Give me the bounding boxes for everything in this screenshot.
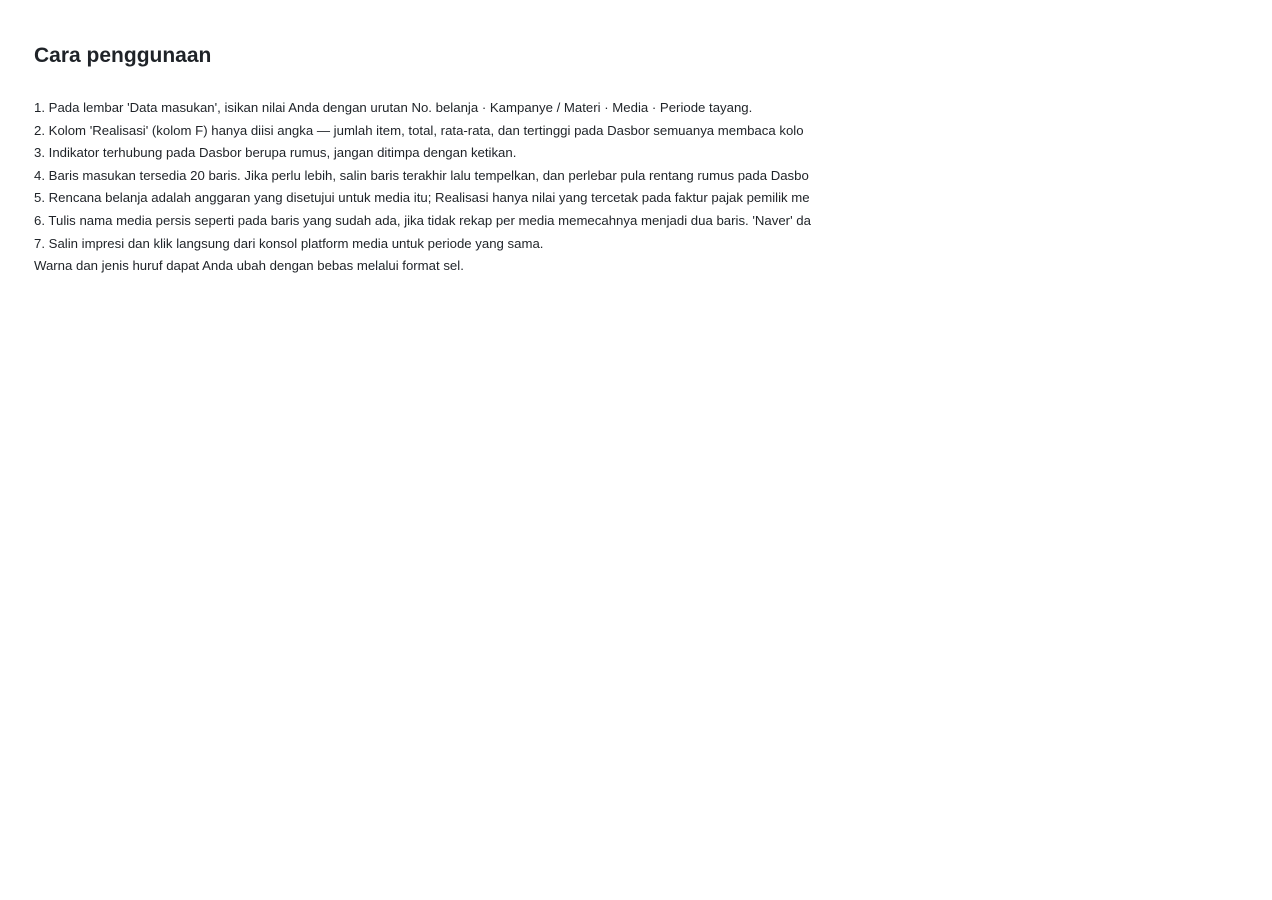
instruction-step-2: 2. Kolom 'Realisasi' (kolom F) hanya diisi angka — jumlah item, total, rata-rata, dan tertinggi pada Dasbor semuanya membaca kolo: [34, 122, 804, 138]
instruction-step-3: 3. Indikator terhubung pada Dasbor berupa rumus, jangan ditimpa dengan ketikan.: [34, 145, 517, 161]
page-title: Cara penggunaan: [34, 44, 212, 67]
instruction-step-6: 6. Tulis nama media persis seperti pada baris yang sudah ada, jika tidak rekap per media memecahnya menjadi dua baris. 'Naver' da: [34, 212, 811, 228]
instruction-step-5: 5. Rencana belanja adalah anggaran yang disetujui untuk media itu; Realisasi hanya nilai yang tercetak pada faktur pajak pemilik me: [34, 190, 810, 206]
instruction-step-1: 1. Pada lembar 'Data masukan', isikan nilai Anda dengan urutan No. belanja · Kampanye / Materi · Media · Periode tayang.: [34, 100, 753, 115]
instruction-step-4: 4. Baris masukan tersedia 20 baris. Jika perlu lebih, salin baris terakhir lalu tempelkan, dan perlebar pula rentang rumus pada Dasbo: [34, 167, 809, 183]
formatting-note: Warna dan jenis huruf dapat Anda ubah dengan bebas melalui format sel.: [34, 258, 464, 274]
instructions-sheet: [34, 0, 1254, 900]
instruction-step-7: 7. Salin impresi dan klik langsung dari konsol platform media untuk periode yang sama.: [34, 235, 544, 251]
instruction-list: [34, 97, 838, 278]
